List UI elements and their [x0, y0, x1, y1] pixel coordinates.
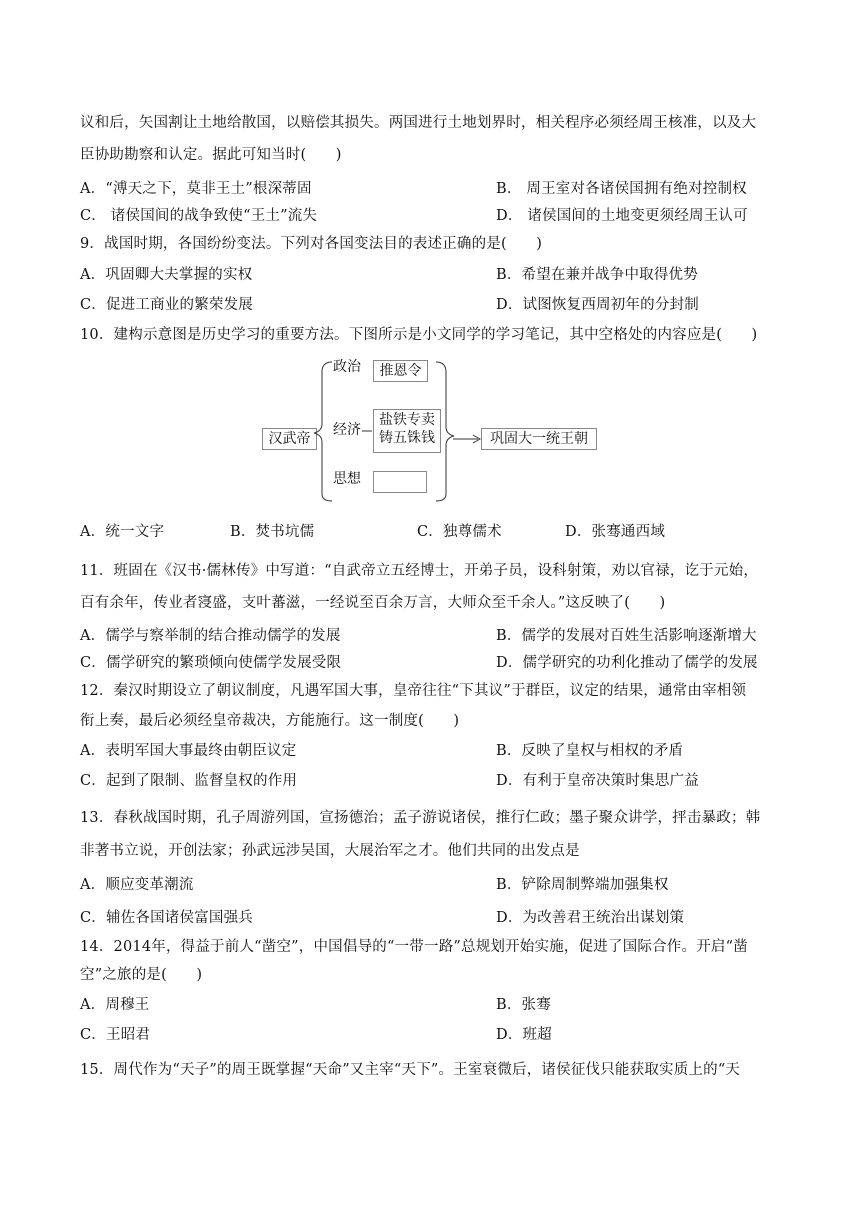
diagram-emperor-box: 汉武帝: [262, 428, 317, 450]
q14-option-d[interactable]: D．班超: [496, 1027, 552, 1043]
q11-stem-line1: 11．班固在《汉书·儒林传》中写道：“自武帝立五经博士，开弟子员，设科射策，劝以官禄，讫于元始，: [80, 563, 759, 579]
q14-stem-line2: 空”之旅的是( ): [80, 967, 203, 983]
q12-options-row2: [80, 771, 780, 791]
q11-option-a[interactable]: A．儒学与察举制的结合推动儒学的发展: [80, 628, 341, 644]
diagram-economy-items: [373, 409, 441, 453]
q13-stem-line2: 非著书立说，开创法家；孙武远涉吴国，大展治军之才。他们共同的出发点是: [80, 843, 580, 859]
q9-option-c[interactable]: C．促进工商业的繁荣发展: [80, 297, 253, 313]
q12-stem-line2: 衔上奏，最后必须经皇帝裁决，方能施行。这一制度( ): [80, 713, 460, 729]
q8-options-row2: [80, 206, 780, 226]
q12-option-d[interactable]: D．有利于皇帝决策时集思广益: [496, 773, 699, 789]
q10-stem: 10．建构示意图是历史学习的重要方法。下图所示是小文同学的学习笔记，其中空格处的内容应是( ): [80, 327, 758, 343]
diagram-economy-item-2: 铸五铢钱: [379, 430, 435, 446]
q14-stem-line1: 14．2014年，得益于前人“凿空”，中国倡导的“一带一路”总规划开始实施，促进了国际合作。开启“凿: [80, 939, 748, 955]
q13-option-c[interactable]: C．辅佐各国诸侯富国强兵: [80, 910, 253, 926]
q10-options-row: [80, 522, 780, 542]
diagram-thought-label: 思想: [333, 471, 361, 487]
q10-option-b[interactable]: B．焚书坑儒: [230, 524, 315, 540]
q9-option-d[interactable]: D．试图恢复西周初年的分封制: [496, 297, 699, 313]
q9-option-b[interactable]: B．希望在兼并战争中取得优势: [496, 267, 698, 283]
q13-options-row2: [80, 908, 780, 928]
q11-option-c[interactable]: C．儒学研究的繁琐倾向使儒学发展受限: [80, 655, 342, 671]
diagram-result-box: 巩固大一统王朝: [481, 428, 597, 450]
q8-options-row1: [80, 179, 780, 199]
q11-option-d[interactable]: D．儒学研究的功利化推动了儒学的发展: [496, 655, 758, 671]
q13-option-b[interactable]: B．铲除周制弊端加强集权: [496, 877, 669, 893]
q8-option-d[interactable]: D． 诸侯国间的土地变更须经周王认可: [496, 208, 748, 224]
q8-option-a[interactable]: A．“溥天之下，莫非王土”根深蒂固: [80, 181, 312, 197]
q11-options-row1: [80, 626, 780, 646]
q12-option-a[interactable]: A．表明军国大事最终由朝臣议定: [80, 743, 297, 759]
q14-option-c[interactable]: C．王昭君: [80, 1027, 151, 1043]
diagram-economy-item-1: 盐铁专卖: [379, 412, 435, 428]
q8-option-b[interactable]: B． 周王室对各诸侯国拥有绝对控制权: [496, 181, 747, 197]
study-notes-diagram: [250, 355, 610, 505]
q11-options-row2: [80, 653, 780, 673]
q9-option-a[interactable]: A．巩固卿大夫掌握的实权: [80, 267, 253, 283]
q14-options-row1: [80, 995, 780, 1015]
q11-option-b[interactable]: B．儒学的发展对百姓生活影响逐渐增大: [496, 628, 757, 644]
q15-stem-line1: 15．周代作为“天子”的周王既掌握“天命”又主宰“天下”。王室衰微后，诸侯征伐只能获取实质上的“天: [80, 1062, 741, 1078]
q14-option-a[interactable]: A．周穆王: [80, 997, 150, 1013]
diagram-politics-item: 推恩令: [373, 360, 428, 382]
q14-option-b[interactable]: B．张骞: [496, 997, 551, 1013]
q12-option-c[interactable]: C．起到了限制、监督皇权的作用: [80, 773, 298, 789]
q13-stem-line1: 13．春秋战国时期，孔子周游列国，宣扬德治；孟子游说诸侯，推行仁政；墨子聚众讲学，抨击暴政；韩: [80, 810, 761, 826]
q13-option-a[interactable]: A．顺应变革潮流: [80, 877, 194, 893]
q11-stem-line2: 百有余年，传业者寖盛，支叶蕃滋，一经说至百余万言，大师众至千余人。”这反映了( ): [80, 595, 666, 611]
q10-option-d[interactable]: D．张骞通西域: [565, 524, 666, 540]
diagram-economy-label: 经济: [333, 422, 361, 438]
diagram-politics-label: 政治: [333, 359, 361, 375]
q13-option-d[interactable]: D．为改善君王统治出谋划策: [496, 910, 685, 926]
q8-stem-line1: 议和后，矢国割让土地给散国，以赔偿其损失。两国进行土地划界时，相关程序必须经周王核准，以及大: [80, 115, 757, 131]
q10-option-c[interactable]: C．独尊儒术: [417, 524, 502, 540]
q8-option-c[interactable]: C． 诸侯国间的战争致使“王土”流失: [80, 208, 318, 224]
q9-options-row2: [80, 295, 780, 315]
q12-option-b[interactable]: B．反映了皇权与相权的矛盾: [496, 743, 684, 759]
q12-stem-line1: 12．秦汉时期设立了朝议制度，凡遇军国大事，皇帝往往“下其议”于群臣，议定的结果，通常由宰相领: [80, 683, 747, 699]
q8-stem-line2: 臣协助勘察和认定。据此可知当时( ): [80, 147, 342, 163]
q14-options-row2: [80, 1025, 780, 1045]
q13-options-row1: [80, 875, 780, 895]
q10-option-a[interactable]: A．统一文字: [80, 524, 165, 540]
q9-stem: 9．战国时期，各国纷纷变法。下列对各国变法目的表述正确的是( ): [80, 236, 543, 252]
q12-options-row1: [80, 741, 780, 761]
q9-options-row1: [80, 265, 780, 285]
diagram-thought-blank: [373, 471, 427, 493]
